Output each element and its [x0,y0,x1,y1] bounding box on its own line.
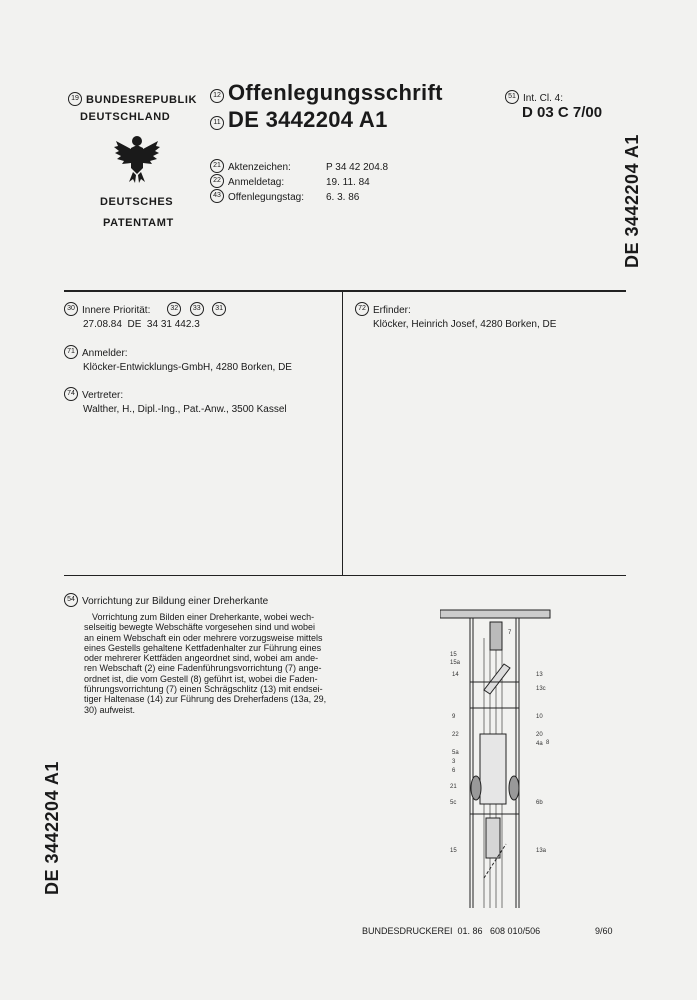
figure-label: 15 [450,848,457,854]
abstract-line: ren Webschaft (2) eine Fadenführungsvorrichtung (7) ange- [84,663,322,674]
inid-33-icon: 33 [190,302,204,316]
abstract-line: oder mehrerer Kettfäden angeordnet sind, wobei am ande- [84,653,319,664]
inid-22-icon: 22 [210,174,224,188]
inid-32-icon: 32 [167,302,181,316]
representative-value: Walther, H., Dipl.-Ing., Pat.-Anw., 3500 Kassel [83,404,287,415]
figure-label: 13c [536,686,546,692]
inid-71-icon: 71 [64,345,78,359]
abstract-line: tiger Haltenase (14) zur Führung des Dreherfadens (13a, 29, [84,694,327,705]
abstract-line: eines Gestells gehaltene Kettfadenhalter zur Führung eines [84,642,322,653]
inid-43-icon: 43 [210,189,224,203]
abstract-line: ordnet ist, die vom Gestell (8) geführt ist, wobei die Faden- [84,673,318,684]
inid-31-icon: 31 [212,302,226,316]
inventor-value: Klöcker, Heinrich Josef, 4280 Borken, DE [373,319,557,330]
figure-label: 6b [536,800,543,806]
figure-label: 9 [452,714,456,720]
filing-row: 21 Aktenzeichen: P 34 42 204.8 [210,157,470,172]
footer-printer: BUNDESDRUCKEREI 01. 86 608 010/506 [362,926,541,936]
country-line2: DEUTSCHLAND [80,111,171,123]
figure-label: 4a [536,741,543,747]
figure-label: 5a [452,750,459,756]
filing-data [210,157,470,202]
figure-label: 22 [452,732,459,738]
inid-11-icon: 11 [210,116,224,130]
inid-21-icon: 21 [210,159,224,173]
inid-30-icon: 30 [64,302,78,316]
figure-label: 10 [536,714,543,720]
inid-51-icon: 51 [505,90,519,104]
figure-label: 20 [536,732,543,738]
divider-top [64,290,626,292]
divider-vertical [342,292,343,576]
drawing-labels [440,608,560,908]
inid-74-icon: 74 [64,387,78,401]
side-label-bottom: DE 3442204 A1 [42,761,62,895]
figure-label: 15 [450,652,457,658]
priority-label: 30 Innere Priorität: 32 33 31 [64,300,230,318]
inventor-label: 72 Erfinder: [355,300,411,318]
country-line1: 19 BUNDESREPUBLIK [68,90,197,108]
filing-row: 43 Offenlegungstag: 6. 3. 86 [210,187,470,202]
int-class-label: 51 Int. Cl. 4: [505,88,563,106]
abstract [84,612,384,715]
abstract-line: 30) aufweist. [84,704,136,715]
inid-12-icon: 12 [210,89,224,103]
figure-label: 5c [450,800,457,806]
title: 54 Vorrichtung zur Bildung einer Dreherkante [64,591,268,609]
applicant-label: 71 Anmelder: [64,343,128,361]
applicant-value: Klöcker-Entwicklungs-GmbH, 4280 Borken, DE [83,362,292,373]
abstract-line: Vorrichtung zum Bilden einer Dreherkante, wobei wech- [92,612,315,622]
int-class-value: D 03 C 7/00 [522,104,603,121]
figure-label: 14 [452,672,459,678]
figure-label: 3 [452,759,456,765]
figure-label: 6 [452,768,456,774]
federal-eagle-icon [112,132,162,184]
inid-72-icon: 72 [355,302,369,316]
office-line2: PATENTAMT [103,217,174,229]
figure-label: 8 [546,740,550,746]
side-label-top: DE 3442204 A1 [622,134,642,268]
office-line1: DEUTSCHES [100,196,174,208]
figure-label: 13 [536,672,543,678]
abstract-line: selseitig bewegte Webschäfte vorgesehen sind und wobei [84,622,315,633]
document-type: 12 Offenlegungsschrift [210,80,443,106]
abstract-line: an einem Webschaft ein oder mehrere vorzugsweise mittels [84,632,323,643]
figure-label: 15a [450,660,461,666]
abstract-line: führungsvorrichtung (7) einen Schrägschlitz (13) mit endsei- [84,684,323,695]
footer-page: 9/60 [595,926,613,936]
filing-row: 22 Anmeldetag: 19. 11. 84 [210,172,470,187]
publication-number: 11 DE 3442204 A1 [210,107,388,133]
priority-value: 27.08.84 DE 34 31 442.3 [83,319,200,330]
figure-label: 7 [508,630,512,636]
figure-label: 21 [450,784,457,790]
inid-54-icon: 54 [64,593,78,607]
divider-bottom [64,575,626,576]
inid-19-icon: 19 [68,92,82,106]
representative-label: 74 Vertreter: [64,385,123,403]
figure-label: 13a [536,848,547,854]
